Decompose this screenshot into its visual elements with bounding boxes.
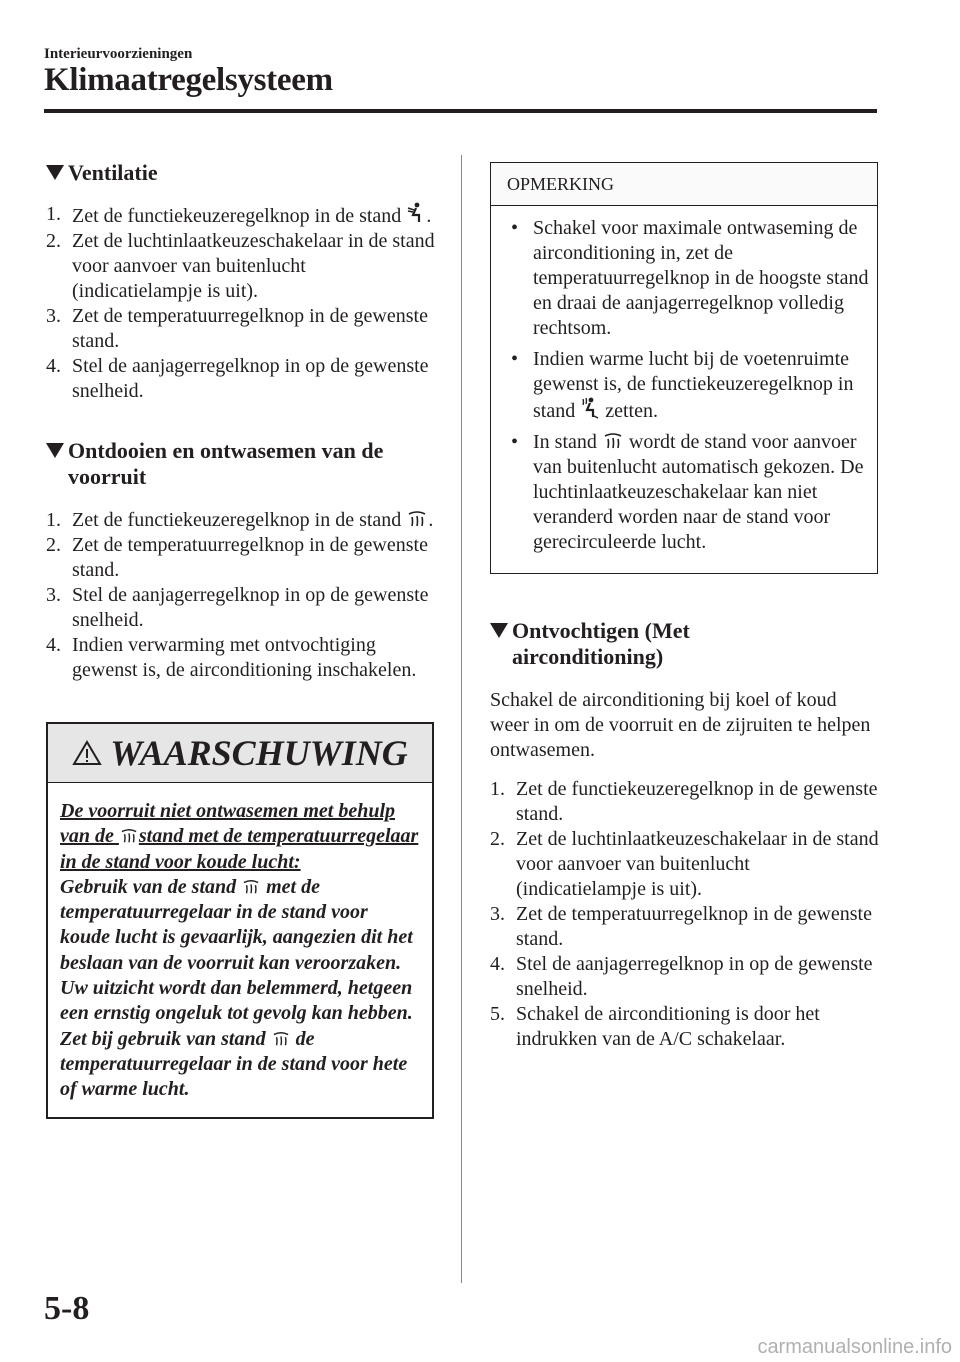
list-item: 4. Indien verwarming met ontvochtiging gewenst is, de airconditioning inschakelen.	[46, 634, 417, 681]
triangle-icon	[46, 443, 64, 458]
ventilatie-steps	[46, 202, 438, 404]
defrost-icon	[603, 432, 623, 450]
floor-defrost-icon	[581, 397, 599, 419]
warning-lead: De voorruit niet ontwasemen met behulp van de stand met de temperatuurregelaar in de stand voor koude lucht:	[60, 800, 419, 873]
column-divider	[461, 155, 462, 1283]
list-item: 2. Zet de luchtinlaatkeuzeschakelaar in de stand voor aanvoer van buitenlucht (indicatielampje is uit).	[46, 230, 435, 302]
note-title: OPMERKING	[491, 163, 877, 206]
warning-text: Gebruik van de stand met de temperatuurregelaar in de stand voor koude lucht is gevaarlijk, aangezien dit het beslaan van de voorruit kan veroorzaken. Uw uitzicht wordt dan belemmerd, hetgeen een ernstig ongeluk tot gevolg kan hebben. Zet bij gebruik van stand de temperatuurregelaar in de stand voor hete of warme lucht.	[60, 875, 413, 1101]
defrost-icon	[407, 510, 427, 528]
list-item: • Indien warme lucht bij de voetenruimte gewenst is, de functiekeuzeregelknop in stand zetten.	[511, 348, 854, 422]
triangle-icon	[46, 165, 64, 180]
list-item: 4. Stel de aanjagerregelknop in op de gewenste snelheid.	[490, 953, 873, 1000]
list-item: 3. Zet de temperatuurregelknop in de gewenste stand.	[46, 305, 428, 352]
page-title: Klimaatregelsysteem	[44, 62, 333, 98]
warning-body	[48, 783, 432, 1117]
warning-title: WAARSCHUWING	[110, 732, 408, 773]
note-box	[490, 162, 878, 574]
list-item: 3. Stel de aanjagerregelknop in op de gewenste snelheid.	[46, 584, 429, 631]
list-item: 1. Zet de functiekeuzeregelknop in de gewenste stand.	[490, 778, 878, 825]
section-label: Interieurvoorzieningen	[44, 46, 193, 62]
page-number: 5-8	[44, 1290, 90, 1327]
warning-box	[46, 722, 434, 1119]
list-item: • In stand wordt de stand voor aanvoer van buitenlucht automatisch gekozen. De luchtinlaatkeuzeschakelaar kan niet veranderd worden naar de stand voor gerecirculeerde lucht.	[511, 431, 864, 553]
note-body	[491, 206, 877, 573]
list-item: 3. Zet de temperatuurregelknop in de gewenste stand.	[490, 903, 872, 950]
list-item: 5. Schakel de airconditioning is door het indrukken van de A/C schakelaar.	[490, 1003, 820, 1050]
defrost-icon	[272, 1031, 290, 1047]
list-item: 1. Zet de functiekeuzeregelknop in de stand .	[46, 509, 434, 531]
title-rule	[44, 109, 877, 113]
warning-triangle-icon	[72, 740, 102, 766]
heading-ventilatie: Ventilatie	[46, 160, 438, 186]
list-item: • Schakel voor maximale ontwaseming de airconditioning in, zet de temperatuurregelknop in de hoogste stand en draai de aanjagerregelknop volledig rechtsom.	[511, 217, 869, 339]
list-item: 2. Zet de temperatuurregelknop in de gewenste stand.	[46, 534, 428, 581]
triangle-icon	[490, 623, 508, 638]
left-column	[46, 160, 438, 1119]
defrost-icon	[120, 828, 138, 844]
right-column	[490, 162, 880, 1052]
heading-ontdooien: Ontdooien en ontwasemen van de voorruit	[46, 438, 438, 490]
watermark: carmanualsonline.info	[757, 1336, 952, 1358]
list-item: 1. Zet de functiekeuzeregelknop in de stand .	[46, 203, 432, 227]
heading-ontvochtigen: Ontvochtigen (Met airconditioning)	[490, 618, 880, 670]
ontdooien-steps	[46, 508, 438, 683]
ontvochtigen-intro: Schakel de airconditioning bij koel of koud weer in om de voorruit en de zijruiten te helpen ontwasemen.	[490, 689, 871, 761]
ontvochtigen-steps	[490, 777, 880, 1052]
list-item: 2. Zet de luchtinlaatkeuzeschakelaar in de stand voor aanvoer van buitenlucht (indicatielampje is uit).	[490, 828, 879, 900]
defrost-icon	[242, 879, 260, 895]
face-vent-icon	[407, 202, 425, 224]
warning-header	[48, 724, 432, 783]
list-item: 4. Stel de aanjagerregelknop in op de gewenste snelheid.	[46, 355, 429, 402]
